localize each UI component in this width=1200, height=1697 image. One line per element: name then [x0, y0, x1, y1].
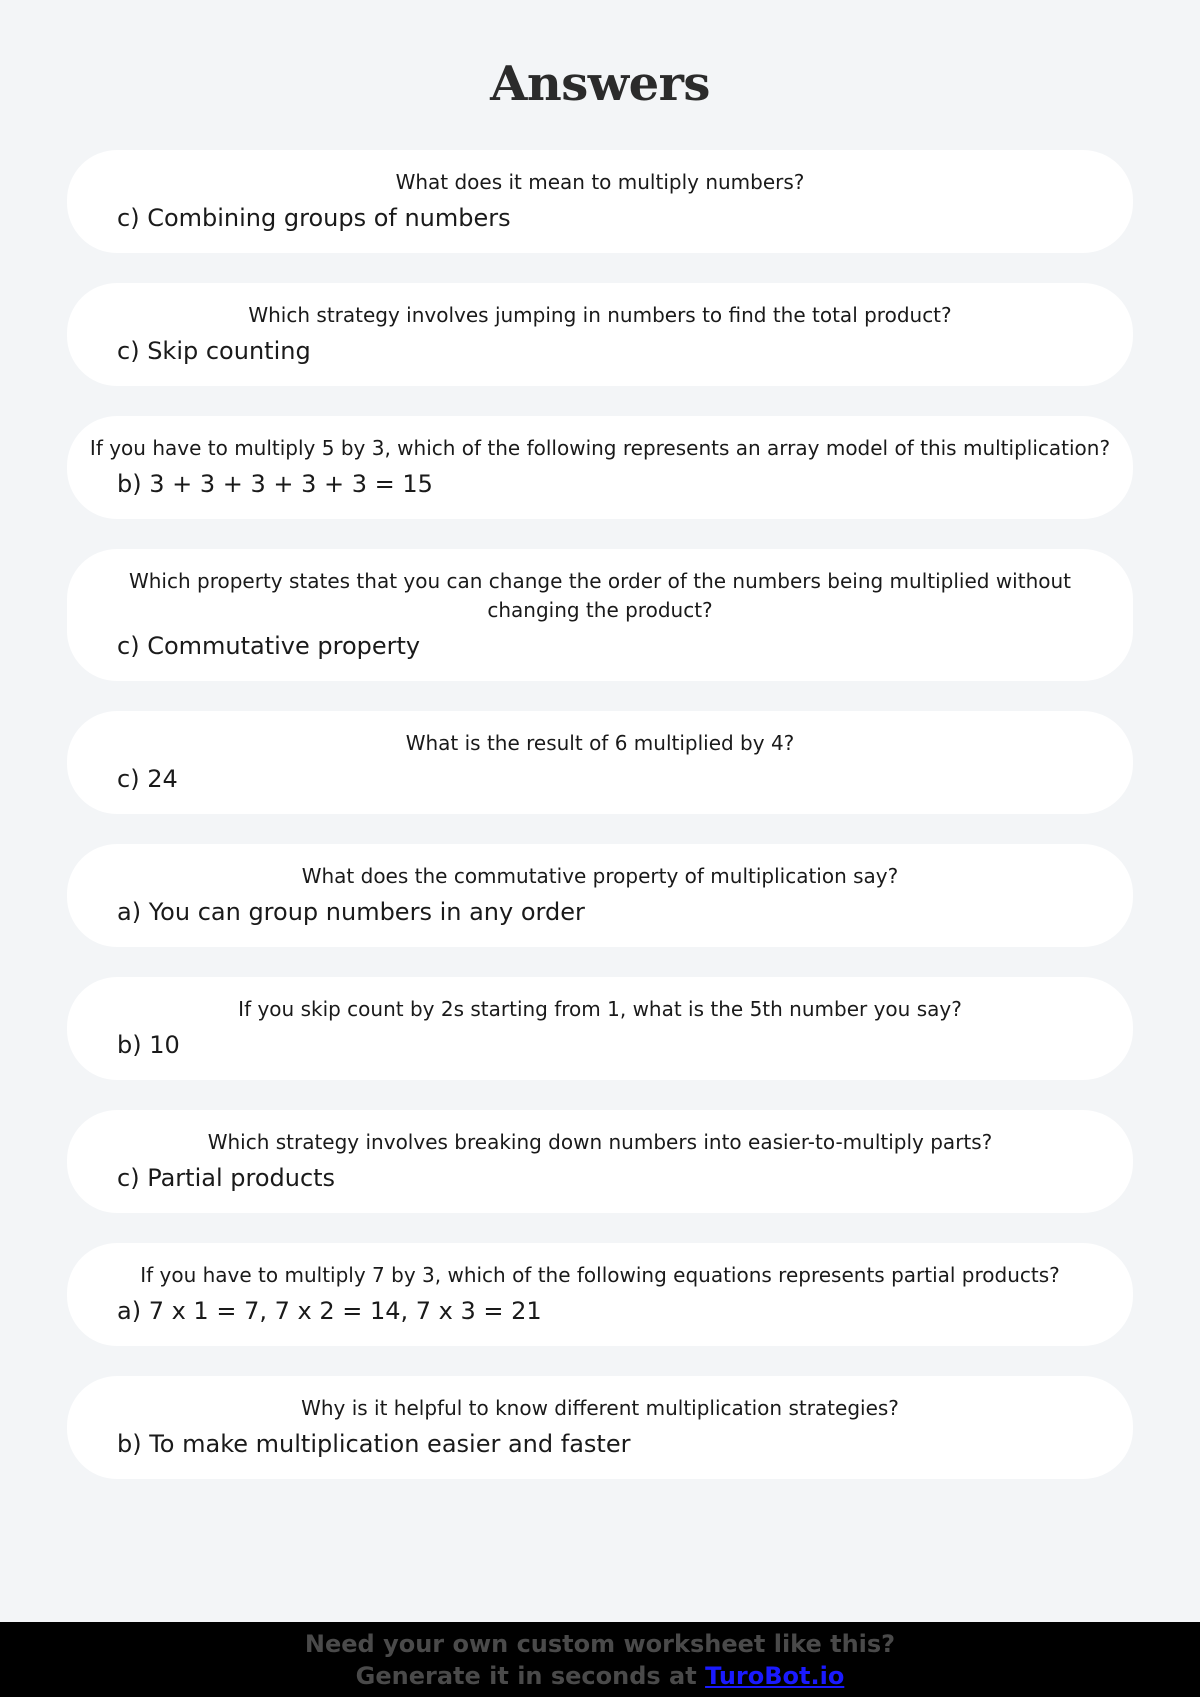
answer-card: [67, 1376, 1133, 1479]
answer-text: a) You can group numbers in any order: [117, 898, 585, 926]
answer-card: [67, 283, 1133, 386]
question-text: If you skip count by 2s starting from 1, what is the 5th number you say?: [238, 997, 962, 1021]
question-text: What does the commutative property of multiplication say?: [301, 864, 899, 888]
answer-text: c) Skip counting: [117, 337, 311, 365]
answer-text: a) 7 x 1 = 7, 7 x 2 = 14, 7 x 3 = 21: [117, 1297, 542, 1325]
question-text: What is the result of 6 multiplied by 4?: [405, 731, 795, 755]
answer-text: c) Partial products: [117, 1164, 336, 1192]
answer-text: c) Commutative property: [117, 632, 421, 660]
answer-card: [67, 1243, 1133, 1346]
promo-footer: [0, 1622, 1200, 1697]
question-text: What does it mean to multiply numbers?: [395, 170, 805, 194]
question-text: If you have to multiply 7 by 3, which of the following equations represents partial products?: [140, 1263, 1060, 1287]
answer-card: [67, 549, 1133, 681]
turobot-link[interactable]: TuroBot.io: [705, 1662, 845, 1690]
answer-card: [67, 416, 1133, 519]
footer-line-2-prefix: Generate it in seconds at: [355, 1662, 706, 1690]
answer-text: c) 24: [117, 765, 178, 793]
question-text: Which strategy involves jumping in numbers to find the total product?: [248, 303, 952, 327]
answer-text: c) Combining groups of numbers: [117, 204, 511, 232]
answer-card: [67, 711, 1133, 814]
question-text: Which property states that you can change the order of the numbers being multiplied without changing the product?: [128, 569, 1072, 622]
answer-text: b) 3 + 3 + 3 + 3 + 3 = 15: [117, 470, 433, 498]
question-text: Why is it helpful to know different multiplication strategies?: [301, 1396, 899, 1420]
footer-line-2: [0, 1660, 1200, 1692]
answer-text: b) To make multiplication easier and faster: [117, 1430, 631, 1458]
question-text: If you have to multiply 5 by 3, which of the following represents an array model of this multiplication?: [89, 436, 1111, 460]
answer-text: b) 10: [117, 1031, 180, 1059]
page-title: Answers: [490, 56, 710, 112]
footer-line-1: Need your own custom worksheet like this?: [304, 1630, 896, 1658]
answer-card: [67, 977, 1133, 1080]
answer-card: [67, 844, 1133, 947]
answer-card: [67, 150, 1133, 253]
answers-list: [67, 150, 1133, 1509]
answer-card: [67, 1110, 1133, 1213]
question-text: Which strategy involves breaking down numbers into easier-to-multiply parts?: [207, 1130, 993, 1154]
